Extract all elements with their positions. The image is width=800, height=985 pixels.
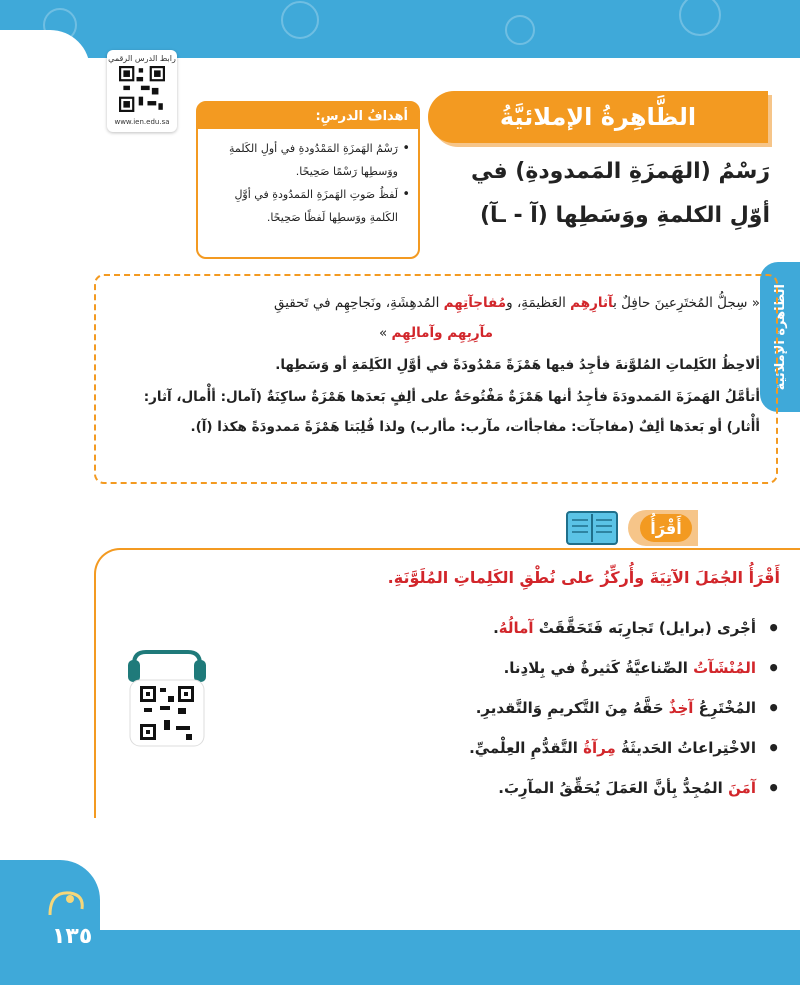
bottom-banner: [0, 930, 800, 985]
qr-card-url: www.ien.edu.sa: [114, 118, 170, 126]
quote-end: »: [378, 325, 388, 341]
goals-heading: أهدافُ الدرسِ:: [315, 108, 408, 124]
highlight-word: آخِذٌ: [668, 699, 694, 717]
sentence-text: حَقَّهُ مِنَ التَّكريمِ وَالتَّقديرِ.: [475, 699, 669, 717]
highlight-word: آثارِهِم: [570, 295, 614, 311]
sentence-item: [330, 648, 780, 688]
sentence-text: .: [493, 619, 499, 637]
sentence-item: [330, 608, 780, 648]
sentence-list: [330, 608, 780, 808]
highlight-word: مُفاجآتِهِم: [443, 295, 507, 311]
sentence-text: الصِّناعيَّةُ كَثيرةٌ في بِلادِنا.: [503, 659, 694, 677]
audio-qr-icon[interactable]: [124, 650, 210, 750]
highlight-word: آمالُهُ: [498, 619, 534, 637]
sentence-item: [330, 688, 780, 728]
goal-item: • لَفظُ صَوتِ الهَمزَةِ المَمدُودةِ في أوَّلِ الكَلمةِ ووَسطِها لَفظًا صَحِيحًا.: [206, 183, 410, 229]
read-label-pill: [640, 514, 692, 542]
quote-part: العَظيمَةِ، و: [506, 295, 571, 311]
sentence-text: المُجِدُّ بِأنَّ العَمَلَ يُحَقِّقُ المآرِبَ.: [498, 779, 729, 797]
qr-card-label: رابط الدرس الرقمي: [108, 54, 176, 63]
sentence-text: المُخْتَرِعُ: [693, 699, 756, 717]
read-label: أَقْرَأُ: [650, 518, 682, 538]
quote-end-line: [112, 318, 760, 348]
quote-part: « سِجلُّ المُختَرِعينَ حافِلٌ ب: [613, 295, 760, 311]
read-section-tab: [628, 510, 698, 546]
page-number: ١٣٥: [52, 924, 93, 949]
lesson-subtitle: [440, 150, 770, 238]
goals-header: [198, 103, 418, 129]
sentence-item: [330, 768, 780, 808]
intro-box: [94, 274, 778, 484]
goals-list: [198, 131, 418, 229]
lesson-subtitle-line1: رَسْمُ (الهَمزَةِ المَمدودةِ) في: [470, 159, 770, 184]
intro-quote: [112, 288, 760, 348]
goal-item: • رَسْمُ الهَمزَةِ المَمْدُودةِ في أولِ الكَلمةِ ووَسطِها رَسْمًا صَحِيحًا.: [206, 137, 410, 183]
qr-code-icon: [119, 66, 165, 112]
lesson-subtitle-line2: أوّلِ الكلمةِ ووَسَطِها (آ - ـآ): [479, 203, 770, 228]
side-tab-label: الظاهرة الإملائية: [772, 283, 788, 391]
sentence-text: الاخْتِراعاتُ الحَديثَةُ: [615, 739, 756, 757]
intro-paragraph: أتأمَّلُ الهَمزَةَ المَمدودَةَ فأجِدُ أنها هَمْزَةٌ مَفْتُوحَةٌ على ألِفٍ بَعدَها هَمْزَةٌ ساكِنَةٌ (آمال: أأْمال، آثار: أأْثار) أو بَعدَها ألِفٌ (مفاجآت: مفاجأات، مآرب: مأارب) ولذا قُلِبَتا هَمْزَةً مَمدودَةً هكذا (آ).: [143, 389, 760, 435]
book-icon: [566, 510, 618, 546]
publisher-logo-icon: [40, 885, 92, 925]
sentence-text: أجْرى (برايل) تَجارِبَه فَتَحَقَّقَتْ: [533, 619, 756, 637]
highlight-word: المُنْشَآتُ: [693, 659, 756, 677]
intro-paragraph: ألاحِظُ الكَلِماتِ المُلوَّنةَ فأجِدُ فيها هَمْزَةً مَمْدُودَةً في أوَّلِ الكَلِمَةِ أو وَسَطِها.: [275, 357, 760, 373]
lesson-goals-box: [196, 101, 420, 259]
lesson-title-pill: [428, 91, 768, 143]
sentence-item: [330, 728, 780, 768]
lesson-title: الظَّاهِرةُ الإملائيَّةُ: [499, 103, 697, 131]
sentence-text: التَّقدُّمِ العِلْميِّ.: [469, 739, 584, 757]
lesson-qr-card[interactable]: [107, 50, 177, 132]
highlight-word: مآرِبِهِم وآمالِهِم: [391, 325, 494, 341]
highlight-word: مِرآةُ: [583, 739, 616, 757]
quote-part: المُدهِشَةِ، ونَجاحِهِم في تَحقيقِ: [273, 295, 444, 311]
highlight-word: آمَنَ: [728, 779, 756, 797]
read-instruction: أَقْرَأُ الجُمَلَ الآتِيَةَ وأُركِّزُ على نُطْقِ الكَلِماتِ المُلَوَّنَةِ.: [387, 568, 780, 587]
